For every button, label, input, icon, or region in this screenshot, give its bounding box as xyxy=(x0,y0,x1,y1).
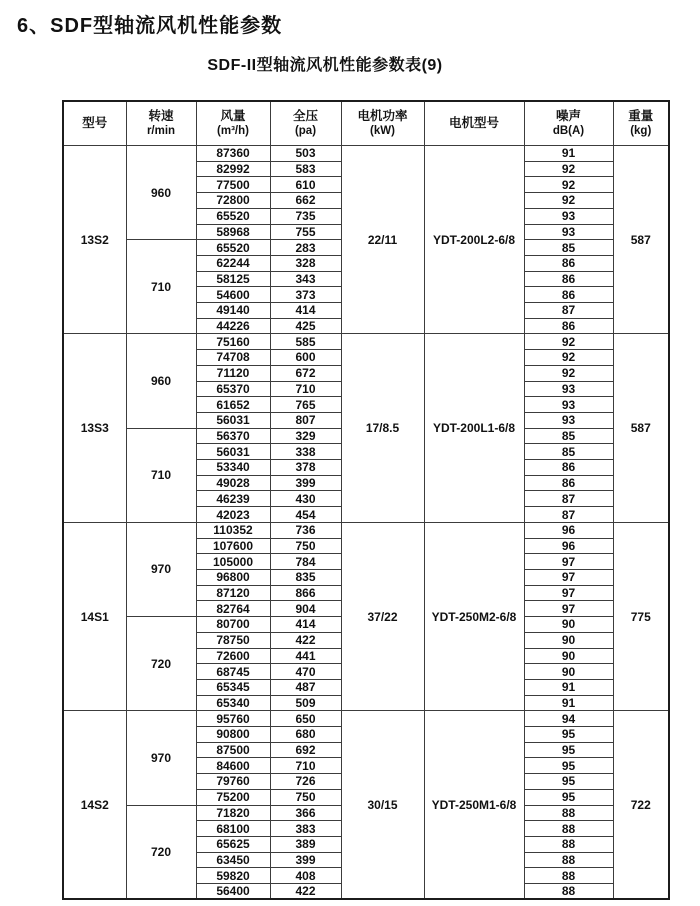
noise-cell: 92 xyxy=(524,365,613,381)
airflow-cell: 63450 xyxy=(196,852,270,868)
airflow-cell: 78750 xyxy=(196,632,270,648)
airflow-cell: 56031 xyxy=(196,444,270,460)
pressure-cell: 509 xyxy=(270,695,341,711)
noise-cell: 88 xyxy=(524,836,613,852)
airflow-cell: 65625 xyxy=(196,836,270,852)
airflow-cell: 46239 xyxy=(196,491,270,507)
noise-cell: 85 xyxy=(524,240,613,256)
pressure-cell: 710 xyxy=(270,381,341,397)
airflow-cell: 72800 xyxy=(196,193,270,209)
airflow-cell: 75200 xyxy=(196,789,270,805)
noise-cell: 88 xyxy=(524,868,613,884)
power-cell: 17/8.5 xyxy=(341,334,424,522)
noise-cell: 96 xyxy=(524,522,613,538)
noise-cell: 93 xyxy=(524,224,613,240)
noise-cell: 88 xyxy=(524,805,613,821)
speed-cell: 710 xyxy=(126,240,196,334)
airflow-cell: 72600 xyxy=(196,648,270,664)
noise-cell: 85 xyxy=(524,444,613,460)
noise-cell: 93 xyxy=(524,412,613,428)
weight-cell: 587 xyxy=(613,146,669,334)
speed-cell: 960 xyxy=(126,334,196,428)
airflow-cell: 87120 xyxy=(196,585,270,601)
speed-cell: 970 xyxy=(126,711,196,805)
pressure-cell: 750 xyxy=(270,789,341,805)
noise-cell: 93 xyxy=(524,397,613,413)
noise-cell: 91 xyxy=(524,146,613,162)
noise-cell: 87 xyxy=(524,303,613,319)
pressure-cell: 610 xyxy=(270,177,341,193)
pressure-cell: 454 xyxy=(270,507,341,523)
pressure-cell: 735 xyxy=(270,208,341,224)
airflow-cell: 62244 xyxy=(196,255,270,271)
airflow-cell: 65370 xyxy=(196,381,270,397)
col-header-motor: 电机型号 xyxy=(424,101,524,146)
noise-cell: 86 xyxy=(524,460,613,476)
pressure-cell: 710 xyxy=(270,758,341,774)
airflow-cell: 79760 xyxy=(196,774,270,790)
noise-cell: 97 xyxy=(524,554,613,570)
fan-performance-table xyxy=(62,100,670,900)
airflow-cell: 80700 xyxy=(196,617,270,633)
noise-cell: 92 xyxy=(524,161,613,177)
airflow-cell: 82764 xyxy=(196,601,270,617)
pressure-cell: 680 xyxy=(270,727,341,743)
airflow-cell: 58968 xyxy=(196,224,270,240)
pressure-cell: 441 xyxy=(270,648,341,664)
pressure-cell: 408 xyxy=(270,868,341,884)
model-cell: 13S3 xyxy=(63,334,126,522)
pressure-cell: 662 xyxy=(270,193,341,209)
model-cell: 13S2 xyxy=(63,146,126,334)
power-cell: 37/22 xyxy=(341,522,424,710)
noise-cell: 90 xyxy=(524,648,613,664)
pressure-cell: 866 xyxy=(270,585,341,601)
noise-cell: 88 xyxy=(524,821,613,837)
col-header-speed: 转速 r/min xyxy=(126,101,196,146)
pressure-cell: 366 xyxy=(270,805,341,821)
noise-cell: 86 xyxy=(524,475,613,491)
noise-cell: 96 xyxy=(524,538,613,554)
weight-cell: 775 xyxy=(613,522,669,710)
noise-cell: 92 xyxy=(524,334,613,350)
airflow-cell: 65345 xyxy=(196,679,270,695)
model-cell: 14S1 xyxy=(63,522,126,710)
airflow-cell: 84600 xyxy=(196,758,270,774)
noise-cell: 90 xyxy=(524,617,613,633)
airflow-cell: 96800 xyxy=(196,569,270,585)
motor-cell: YDT-250M1-6/8 xyxy=(424,711,524,899)
airflow-cell: 56370 xyxy=(196,428,270,444)
airflow-cell: 95760 xyxy=(196,711,270,727)
airflow-cell: 58125 xyxy=(196,271,270,287)
pressure-cell: 328 xyxy=(270,255,341,271)
airflow-cell: 87500 xyxy=(196,742,270,758)
pressure-cell: 583 xyxy=(270,161,341,177)
noise-cell: 97 xyxy=(524,601,613,617)
power-cell: 30/15 xyxy=(341,711,424,899)
airflow-cell: 53340 xyxy=(196,460,270,476)
noise-cell: 90 xyxy=(524,664,613,680)
col-header-power: 电机功率 (kW) xyxy=(341,101,424,146)
airflow-cell: 71820 xyxy=(196,805,270,821)
airflow-cell: 65520 xyxy=(196,240,270,256)
weight-cell: 722 xyxy=(613,711,669,899)
airflow-cell: 75160 xyxy=(196,334,270,350)
airflow-cell: 68100 xyxy=(196,821,270,837)
pressure-cell: 470 xyxy=(270,664,341,680)
noise-cell: 92 xyxy=(524,177,613,193)
noise-cell: 91 xyxy=(524,679,613,695)
airflow-cell: 68745 xyxy=(196,664,270,680)
airflow-cell: 90800 xyxy=(196,727,270,743)
table-row xyxy=(63,146,669,162)
weight-cell: 587 xyxy=(613,334,669,522)
col-header-pressure: 全压 (pa) xyxy=(270,101,341,146)
pressure-cell: 750 xyxy=(270,538,341,554)
pressure-cell: 585 xyxy=(270,334,341,350)
airflow-cell: 105000 xyxy=(196,554,270,570)
airflow-cell: 42023 xyxy=(196,507,270,523)
airflow-cell: 44226 xyxy=(196,318,270,334)
pressure-cell: 383 xyxy=(270,821,341,837)
airflow-cell: 82992 xyxy=(196,161,270,177)
noise-cell: 86 xyxy=(524,255,613,271)
airflow-cell: 77500 xyxy=(196,177,270,193)
pressure-cell: 422 xyxy=(270,884,341,900)
noise-cell: 86 xyxy=(524,318,613,334)
pressure-cell: 692 xyxy=(270,742,341,758)
noise-cell: 93 xyxy=(524,381,613,397)
pressure-cell: 503 xyxy=(270,146,341,162)
speed-cell: 960 xyxy=(126,146,196,240)
airflow-cell: 56400 xyxy=(196,884,270,900)
pressure-cell: 784 xyxy=(270,554,341,570)
noise-cell: 86 xyxy=(524,287,613,303)
noise-cell: 86 xyxy=(524,271,613,287)
noise-cell: 97 xyxy=(524,585,613,601)
pressure-cell: 755 xyxy=(270,224,341,240)
noise-cell: 95 xyxy=(524,789,613,805)
pressure-cell: 399 xyxy=(270,475,341,491)
pressure-cell: 835 xyxy=(270,569,341,585)
table-row xyxy=(63,522,669,538)
pressure-cell: 283 xyxy=(270,240,341,256)
table-body xyxy=(63,146,669,900)
airflow-cell: 107600 xyxy=(196,538,270,554)
pressure-cell: 329 xyxy=(270,428,341,444)
airflow-cell: 74708 xyxy=(196,350,270,366)
speed-cell: 710 xyxy=(126,428,196,522)
airflow-cell: 65520 xyxy=(196,208,270,224)
pressure-cell: 338 xyxy=(270,444,341,460)
col-header-model: 型号 xyxy=(63,101,126,146)
pressure-cell: 726 xyxy=(270,774,341,790)
noise-cell: 95 xyxy=(524,758,613,774)
pressure-cell: 650 xyxy=(270,711,341,727)
pressure-cell: 600 xyxy=(270,350,341,366)
motor-cell: YDT-250M2-6/8 xyxy=(424,522,524,710)
speed-cell: 720 xyxy=(126,617,196,711)
airflow-cell: 54600 xyxy=(196,287,270,303)
airflow-cell: 56031 xyxy=(196,412,270,428)
pressure-cell: 414 xyxy=(270,303,341,319)
noise-cell: 94 xyxy=(524,711,613,727)
col-header-noise: 噪声 dB(A) xyxy=(524,101,613,146)
airflow-cell: 59820 xyxy=(196,868,270,884)
pressure-cell: 389 xyxy=(270,836,341,852)
noise-cell: 91 xyxy=(524,695,613,711)
header-row xyxy=(63,101,669,146)
pressure-cell: 672 xyxy=(270,365,341,381)
pressure-cell: 425 xyxy=(270,318,341,334)
noise-cell: 95 xyxy=(524,727,613,743)
airflow-cell: 65340 xyxy=(196,695,270,711)
pressure-cell: 430 xyxy=(270,491,341,507)
col-header-airflow: 风量 (m³/h) xyxy=(196,101,270,146)
pressure-cell: 378 xyxy=(270,460,341,476)
noise-cell: 93 xyxy=(524,208,613,224)
airflow-cell: 61652 xyxy=(196,397,270,413)
noise-cell: 88 xyxy=(524,852,613,868)
speed-cell: 970 xyxy=(126,522,196,616)
pressure-cell: 343 xyxy=(270,271,341,287)
speed-cell: 720 xyxy=(126,805,196,899)
noise-cell: 87 xyxy=(524,491,613,507)
motor-cell: YDT-200L1-6/8 xyxy=(424,334,524,522)
noise-cell: 95 xyxy=(524,774,613,790)
noise-cell: 88 xyxy=(524,884,613,900)
airflow-cell: 49140 xyxy=(196,303,270,319)
noise-cell: 97 xyxy=(524,569,613,585)
pressure-cell: 807 xyxy=(270,412,341,428)
pressure-cell: 422 xyxy=(270,632,341,648)
pressure-cell: 414 xyxy=(270,617,341,633)
col-header-weight: 重量 (kg) xyxy=(613,101,669,146)
airflow-cell: 49028 xyxy=(196,475,270,491)
airflow-cell: 71120 xyxy=(196,365,270,381)
noise-cell: 85 xyxy=(524,428,613,444)
noise-cell: 90 xyxy=(524,632,613,648)
table-title: SDF-II型轴流风机性能参数表(9) xyxy=(207,57,443,74)
motor-cell: YDT-200L2-6/8 xyxy=(424,146,524,334)
noise-cell: 87 xyxy=(524,507,613,523)
airflow-cell: 110352 xyxy=(196,522,270,538)
power-cell: 22/11 xyxy=(341,146,424,334)
noise-cell: 92 xyxy=(524,193,613,209)
noise-cell: 92 xyxy=(524,350,613,366)
page-heading: 6、SDF型轴流风机性能参数 xyxy=(17,15,283,37)
airflow-cell: 87360 xyxy=(196,146,270,162)
noise-cell: 95 xyxy=(524,742,613,758)
pressure-cell: 904 xyxy=(270,601,341,617)
pressure-cell: 373 xyxy=(270,287,341,303)
table-row xyxy=(63,334,669,350)
pressure-cell: 765 xyxy=(270,397,341,413)
pressure-cell: 399 xyxy=(270,852,341,868)
model-cell: 14S2 xyxy=(63,711,126,899)
pressure-cell: 487 xyxy=(270,679,341,695)
table-row xyxy=(63,711,669,727)
pressure-cell: 736 xyxy=(270,522,341,538)
